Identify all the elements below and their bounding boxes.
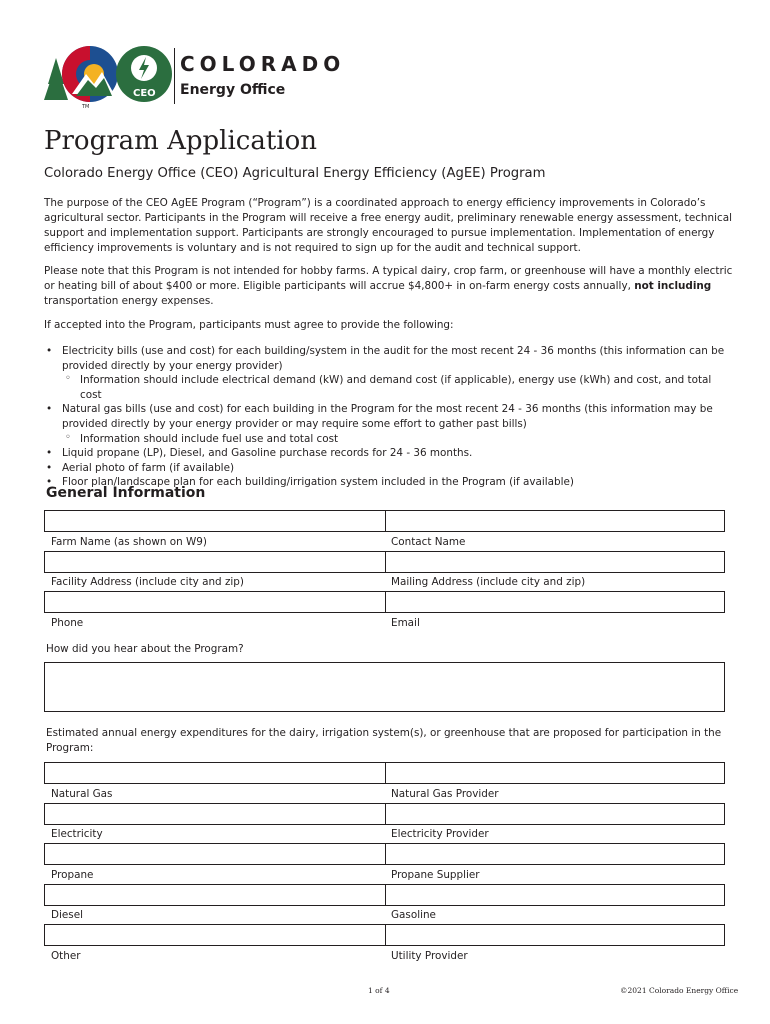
copyright-notice: ©2021 Colorado Energy Office: [620, 986, 739, 995]
phone-label: Phone: [51, 617, 84, 629]
general-information-heading: General Information: [46, 485, 206, 501]
energy-expenditures-question: Estimated annual energy expenditures for the dairy, irrigation system(s), or greenhouse that are proposed for participation in the Program:: [46, 727, 722, 754]
natural-gas-field[interactable]: [44, 762, 386, 784]
propane-label: Propane: [51, 869, 94, 881]
other-label: Other: [51, 950, 81, 962]
email-label: Email: [391, 617, 420, 629]
contact-name-field[interactable]: [385, 510, 725, 532]
diesel-field[interactable]: [44, 884, 386, 906]
list-subitem: ◦ Information should include electrical demand (kW) and demand cost (if applicable), energy use (kWh) and cost, and total cost: [62, 373, 734, 402]
not-including-emphasis: not including: [634, 280, 712, 292]
farm-name-field[interactable]: [44, 510, 386, 532]
list-item: • Liquid propane (LP), Diesel, and Gasoline purchase records for 24 - 36 months.: [44, 446, 734, 461]
propane-supplier-field[interactable]: [385, 843, 725, 865]
natural-gas-label: Natural Gas: [51, 788, 113, 800]
how-did-you-hear-question: How did you hear about the Program?: [46, 643, 244, 655]
utility-provider-field[interactable]: [385, 924, 725, 946]
page-number: 1 of 4: [368, 986, 390, 995]
ceo-badge: CEO: [133, 88, 156, 99]
email-field[interactable]: [385, 591, 725, 613]
facility-address-field[interactable]: [44, 551, 386, 573]
list-item: • Natural gas bills (use and cost) for each building in the Program for the most recent 24 - 36 months (this information may be provided directly by your energy provider or may require some effort to gather past bills) ◦ Information should include fuel use and total cost: [44, 402, 734, 446]
gasoline-field[interactable]: [385, 884, 725, 906]
natural-gas-provider-field[interactable]: [385, 762, 725, 784]
list-item: • Electricity bills (use and cost) for each building/system in the audit for the most recent 24 - 36 months (this information can be provided directly by your energy provider) ◦ Information should include electrical demand (kW) and demand cost (if applicable), energy use (kWh) and cost, and total cost: [44, 344, 734, 402]
phone-field[interactable]: [44, 591, 386, 613]
page-title: Program Application: [44, 126, 317, 156]
brand-title: COLORADO: [180, 52, 346, 76]
intro-purpose-paragraph: The purpose of the CEO AgEE Program (“Program”) is a coordinated approach to energy efficiency improvements in Colorado’s agricultural sector. Participants in the Program will receive a free energy audit, preliminary renewable energy assessment, technical support and implementation support. Participants are strongly encouraged to pursue implementation. Implementation of energy efficiency improvements is voluntary and is not required to sign up for the audit and technical support.: [44, 197, 732, 254]
electricity-field[interactable]: [44, 803, 386, 825]
natural-gas-provider-label: Natural Gas Provider: [391, 788, 499, 800]
utility-provider-label: Utility Provider: [391, 950, 468, 962]
brand-subtitle: Energy Office: [180, 82, 286, 98]
propane-field[interactable]: [44, 843, 386, 865]
contact-name-label: Contact Name: [391, 536, 466, 548]
intro-requirements-lead: If accepted into the Program, participants must agree to provide the following:: [44, 319, 454, 331]
list-item: • Aerial photo of farm (if available): [44, 461, 734, 476]
mailing-address-field[interactable]: [385, 551, 725, 573]
list-item: • Floor plan/landscape plan for each building/irrigation system included in the Program (if available): [44, 475, 734, 490]
list-subitem: ◦ Information should include fuel use and total cost: [62, 432, 734, 447]
svg-text:TM: TM: [82, 104, 90, 110]
other-field[interactable]: [44, 924, 386, 946]
electricity-provider-label: Electricity Provider: [391, 828, 489, 840]
intro-eligibility-paragraph: Please note that this Program is not intended for hobby farms. A typical dairy, crop farm, or greenhouse will have a monthly electric or heating bill of about $400 or more. Eligible participants will accrue $4,800+ in on-farm energy costs annually, not including transportation energy expenses.: [44, 265, 733, 307]
brand-divider: [174, 48, 175, 104]
mailing-address-label: Mailing Address (include city and zip): [391, 576, 586, 588]
diesel-label: Diesel: [51, 909, 83, 921]
gasoline-label: Gasoline: [391, 909, 436, 921]
farm-name-label: Farm Name (as shown on W9): [51, 536, 207, 548]
requirements-list: [44, 344, 734, 490]
how-did-you-hear-field[interactable]: [44, 662, 725, 712]
electricity-provider-field[interactable]: [385, 803, 725, 825]
propane-supplier-label: Propane Supplier: [391, 869, 480, 881]
program-subtitle: Colorado Energy Office (CEO) Agricultural Energy Efficiency (AgEE) Program: [44, 166, 546, 181]
facility-address-label: Facility Address (include city and zip): [51, 576, 244, 588]
electricity-label: Electricity: [51, 828, 103, 840]
